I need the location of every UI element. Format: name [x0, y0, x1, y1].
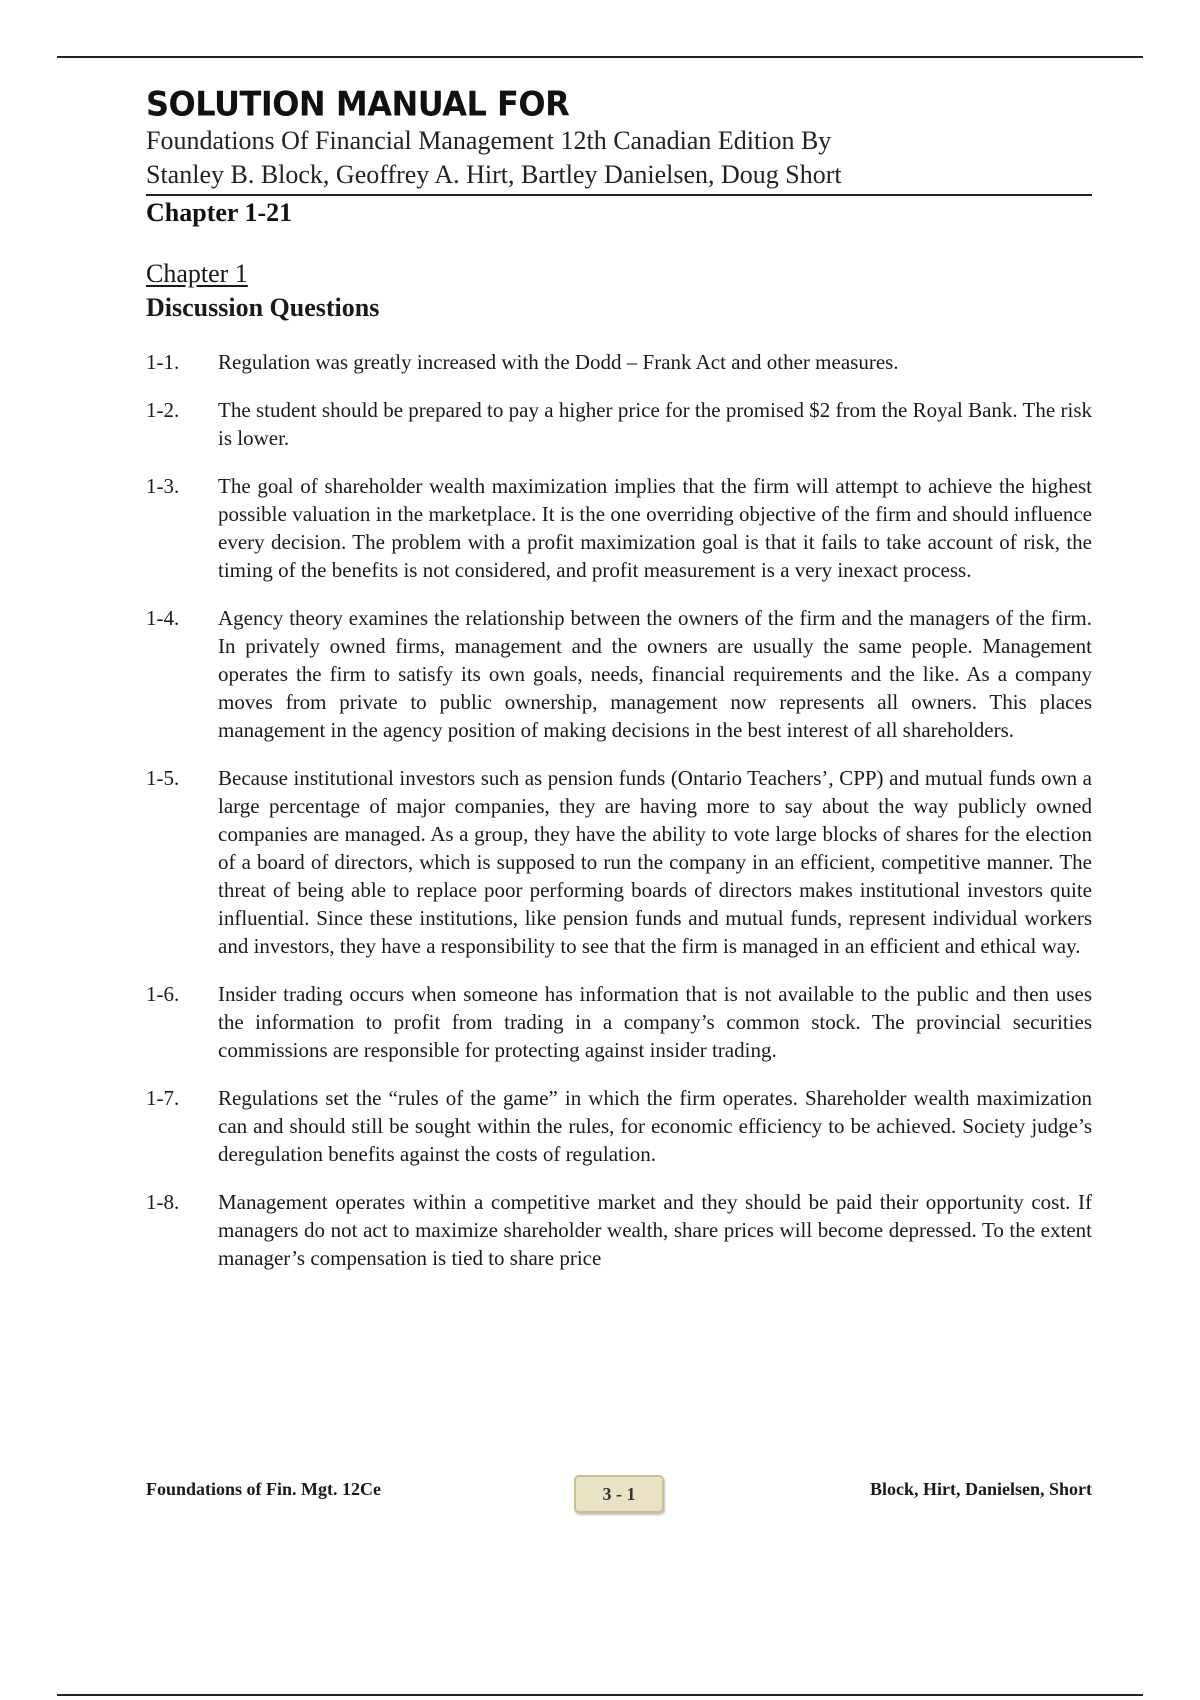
top-rule — [57, 56, 1143, 58]
question-item — [146, 348, 1092, 376]
subtitle-line-1: Foundations Of Financial Management 12th Canadian Edition By — [146, 126, 832, 155]
question-answer: Management operates within a competitive market and they should be paid their opportunity cost. If managers do not act to maximize shareholder wealth, share prices will become depressed. To the extent manager’s compensation is tied to share price — [218, 1190, 1092, 1270]
question-number: 1-7. — [146, 1086, 180, 1110]
page-footer — [146, 1475, 1092, 1515]
question-answer: Agency theory examines the relationship between the owners of the firm and the managers of the firm. In privately owned firms, management and the owners are usually the same people. Management operates the firm to satisfy its own goals, needs, financial requirements and the like. As a company moves from private to public ownership, management now represents all owners. This places management in the agency position of making decisions in the best interest of all shareholders. — [218, 606, 1092, 742]
question-number: 1-4. — [146, 606, 180, 630]
chapter-label: Chapter 1 — [146, 259, 248, 288]
section-heading: Discussion Questions — [146, 293, 380, 322]
question-answer: The goal of shareholder wealth maximization implies that the firm will attempt to achieve the highest possible valuation in the marketplace. It is the one overriding objective of the firm and should influence every decision. The problem with a profit maximization goal is that it fails to take account of risk, the timing of the benefits is not considered, and profit measurement is a very inexact process. — [218, 474, 1092, 582]
question-answer: The student should be prepared to pay a higher price for the promised $2 from the Royal Bank. The risk is lower. — [218, 398, 1092, 450]
question-item — [146, 1188, 1092, 1272]
document-title: SOLUTION MANUAL FOR — [146, 84, 570, 124]
question-item — [146, 604, 1092, 744]
question-item — [146, 1084, 1092, 1168]
page-number-badge: 3 - 1 — [574, 1475, 664, 1513]
bottom-rule — [57, 1694, 1143, 1696]
question-number: 1-2. — [146, 398, 180, 422]
question-answer: Regulations set the “rules of the game” in which the firm operates. Shareholder wealth maximization can and should still be sought within the rules, for economic efficiency to be achieved. Society judge’s deregulation benefits against the costs of regulation. — [218, 1086, 1092, 1166]
question-number: 1-1. — [146, 350, 180, 374]
question-answer: Regulation was greatly increased with the Dodd – Frank Act and other measures. — [218, 350, 899, 374]
chapter-range: Chapter 1-21 — [146, 198, 293, 227]
question-answer: Insider trading occurs when someone has information that is not available to the public and then uses the information to profit from trading in a company’s common stock. The provincial securities commissions are responsible for protecting against insider trading. — [218, 982, 1092, 1062]
question-item — [146, 396, 1092, 452]
question-number: 1-3. — [146, 474, 180, 498]
question-item — [146, 472, 1092, 584]
question-number: 1-5. — [146, 766, 180, 790]
question-number: 1-8. — [146, 1190, 180, 1214]
question-item — [146, 764, 1092, 960]
questions-list — [146, 348, 1092, 1272]
question-number: 1-6. — [146, 982, 180, 1006]
subtitle-line-2: Stanley B. Block, Geoffrey A. Hirt, Bartley Danielsen, Doug Short — [146, 160, 842, 189]
subtitle-block — [146, 124, 1092, 196]
question-answer: Because institutional investors such as pension funds (Ontario Teachers’, CPP) and mutual funds own a large percentage of major companies, they are having more to say about the way publicly owned companies are managed. As a group, they have the ability to vote large blocks of shares for the election of a board of directors, which is supposed to run the company in an efficient, competitive manner. The threat of being able to replace poor performing boards of directors makes institutional investors quite influential. Since these institutions, like pension funds and mutual funds, represent individual workers and investors, they have a responsibility to see that the firm is managed in an efficient and ethical way. — [218, 766, 1092, 958]
question-item — [146, 980, 1092, 1064]
page-content — [146, 84, 1092, 1292]
footer-book-title: Foundations of Fin. Mgt. 12Ce — [146, 1479, 382, 1499]
footer-authors: Block, Hirt, Danielsen, Short — [869, 1479, 1092, 1499]
